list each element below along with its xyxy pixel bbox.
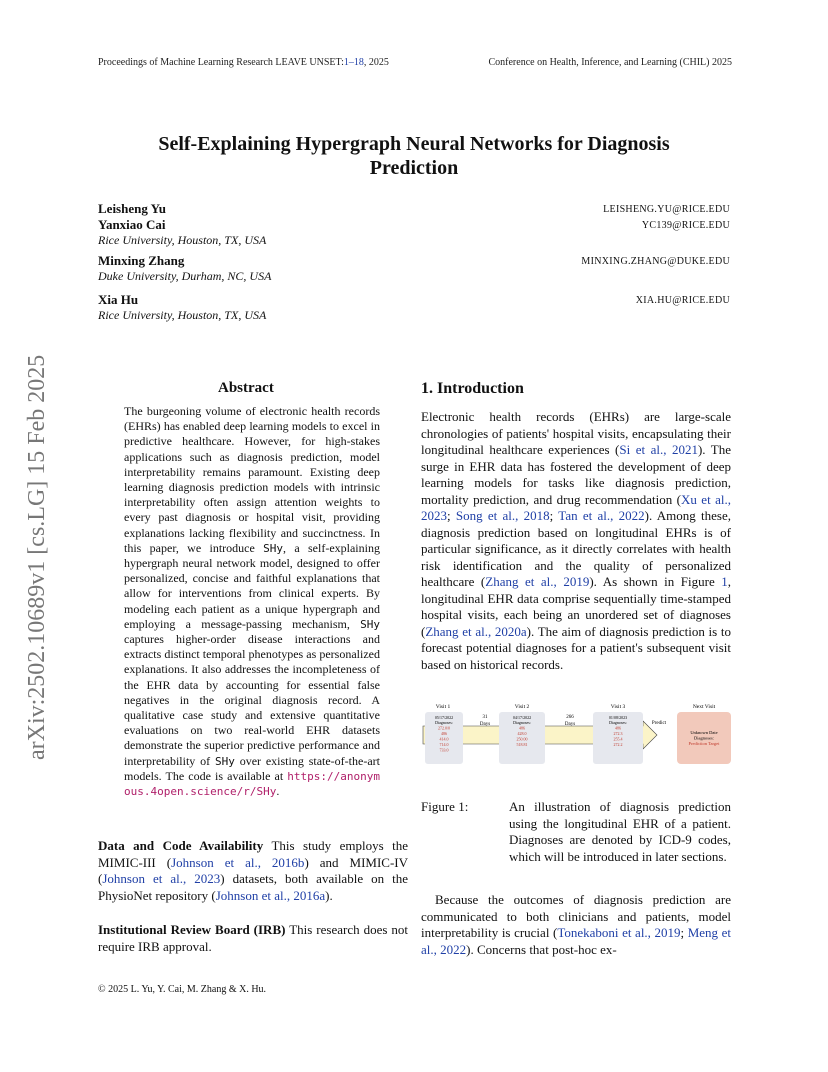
author-affiliation: Duke University, Durham, NC, USA	[98, 269, 272, 283]
author-affiliation: Rice University, Houston, TX, USA	[98, 308, 267, 322]
author-email: YC139@RICE.EDU	[641, 220, 730, 231]
prediction-target: Prediction Target	[688, 741, 720, 746]
gap-unit: Days	[479, 722, 491, 727]
arxiv-identifier: arXiv:2502.10689v1 [cs.LG] 15 Feb 2025	[24, 354, 50, 760]
citation-link[interactable]: Zhang et al., 2020a	[425, 623, 527, 639]
author-name: Yanxiao Cai	[98, 217, 166, 232]
icd-code: 518.81	[516, 742, 528, 747]
diagnoses-heading: Diagnoses:	[694, 735, 714, 741]
author-block-1	[98, 201, 730, 248]
citation-link[interactable]: Tan et al., 2022	[558, 508, 645, 523]
header-left: Proceedings of Machine Learning Research LEAVE UNSET:1–18, 2025	[98, 57, 389, 68]
next-visit-label: Next Visit	[692, 704, 716, 710]
citation-link[interactable]: Tonekaboni et al., 2019	[557, 925, 681, 940]
section-heading-introduction: 1. Introduction	[421, 380, 524, 397]
visit-label: Visit 3	[610, 704, 626, 710]
citation-link[interactable]: Si et al., 2021	[619, 442, 698, 457]
icd-code: 255.4	[613, 736, 623, 742]
diagnoses-heading: Diagnoses:	[435, 720, 453, 725]
caption-label: Figure 1:	[421, 799, 469, 814]
citation-link[interactable]: Meng et al., 2022	[421, 925, 731, 957]
citation-link[interactable]: Song et al., 2018	[455, 508, 550, 523]
icd-code: 272.0/0	[437, 725, 451, 731]
gap-unit: Days	[564, 722, 576, 727]
figure-1-caption	[421, 799, 731, 865]
diagnoses-heading: Diagnoses:	[609, 720, 627, 725]
abstract-body: The burgeoning volume of electronic health records (EHRs) has enabled deep learning models to excel in predictive healthcare. However, for high-stakes applications such as diagnosis prediction, model interpretability remains paramount. Existing deep learning diagnosis prediction models with intrinsic interpretability often assign attention weights to every past diagnosis or hospital visit, providing explanations lacking flexibility and succinctness. In this paper, we introduce SHy, a self-explaining hypergraph neural network model, designed to offer personalized, concise and faithful explanations that allow for interventions from clinical experts. By modeling each patient as a unique hypergraph and employing a message-passing mechanism, SHy captures higher-order disease interactions and extracts distinct temporal phenotypes as personalized explanations. It also addresses the incompleteness of the EHR data by accounting for essential false negatives in the original diagnosis record. A qualitative case study and extensive quantitative evaluations on two real-world EHR datasets demonstrate the superior predictive performance and interpretability of SHy over existing state-of-the-art models. The code is available at https://anonymous.4open.science/r/SHy.	[124, 404, 380, 799]
figure-1-diagram	[421, 700, 731, 770]
visit-date: 04/17/2022	[512, 715, 532, 720]
diagnoses-heading: Diagnoses:	[513, 720, 531, 725]
author-block-2	[98, 253, 730, 284]
icd-code: 272.2	[613, 742, 623, 747]
citation-link[interactable]: Johnson et al., 2016b	[171, 854, 305, 870]
copyright-notice: © 2025 L. Yu, Y. Cai, M. Zhang & X. Hu.	[98, 984, 267, 995]
icd-code: 486	[519, 725, 525, 731]
author-email: LEISHENG.YU@RICE.EDU	[603, 204, 730, 215]
author-name: Xia Hu	[98, 292, 139, 307]
icd-code: 486	[441, 731, 447, 736]
citation-link[interactable]: Johnson et al., 2016a	[215, 887, 326, 903]
visit-date: 05/17/2022	[434, 715, 454, 720]
gap-days: 266	[566, 715, 574, 720]
code-url-link[interactable]: https://anonymous.4open.science/r/SHy	[124, 769, 380, 799]
author-email: MINXING.ZHANG@DUKE.EDU	[581, 256, 730, 267]
author-name: Minxing Zhang	[98, 253, 185, 268]
paper-title: Self-Explaining Hypergraph Neural Networks for Diagnosis Prediction	[158, 133, 670, 179]
caption-text: An illustration of diagnosis prediction using the longitudinal EHR of a patient. Diagnoses are denoted by ICD-9 codes, which will be introduced in later sections.	[509, 799, 731, 864]
citation-link[interactable]: Johnson et al., 2023	[102, 871, 221, 886]
gap-days: 31	[482, 715, 488, 720]
unknown-date: Unknown Date	[690, 730, 718, 735]
header-right: Conference on Health, Inference, and Learning (CHIL) 2025	[488, 57, 732, 68]
icd-code: 714.0	[439, 742, 449, 747]
abstract-heading: Abstract	[218, 380, 274, 396]
data-availability-paragraph: Data and Code Availability This study employs the MIMIC-III (Johnson et al., 2016b) and MIMIC-IV (Johnson et al., 2023) datasets, both available on the PhysioNet repository (Johnson et al., 2016a).	[98, 838, 409, 903]
author-affiliation: Rice University, Houston, TX, USA	[98, 233, 267, 247]
figure-reference-link[interactable]: 1	[721, 574, 728, 589]
icd-code: 250.00	[516, 736, 528, 742]
running-header	[98, 57, 732, 68]
author-email: XIA.HU@RICE.EDU	[635, 295, 730, 306]
interpretability-paragraph: Because the outcomes of diagnosis prediction are communicated to both clinicians and patients, model interpretability is crucial (Tonekaboni et al., 2019; Meng et al., 2022). Concerns that post-hoc ex-	[421, 892, 731, 957]
predict-label: Predict	[651, 721, 667, 726]
visit-label: Visit 1	[435, 704, 451, 710]
icd-code: 428.0	[517, 731, 527, 736]
citation-link[interactable]: Zhang et al., 2019	[485, 574, 590, 589]
author-block-3	[98, 292, 730, 323]
icd-code: 733.0	[439, 747, 449, 753]
icd-code: 486	[615, 725, 621, 731]
author-name: Leisheng Yu	[98, 201, 167, 216]
irb-paragraph: Institutional Review Board (IRB) This research does not require IRB approval.	[98, 922, 408, 954]
visit-label: Visit 2	[514, 704, 530, 710]
citation-link[interactable]: Xu et al., 2023	[421, 491, 731, 523]
icd-code: 272.3	[613, 731, 623, 736]
icd-code: 414.0	[439, 736, 449, 742]
introduction-paragraph: Electronic health records (EHRs) are large-scale chronologies of patients' hospital visits, encapsulating their longitudinal healthcare experiences (Si et al., 2021). The surge in EHR data has fostered the development of deep learning models for tasks like diagnosis prediction, mortality prediction, and drug recommendation (Xu et al., 2023; Song et al., 2018; Tan et al., 2022). Among these, diagnosis prediction based on longitudinal EHRs is of particular significance, as it directly correlates with health risk identification and the quality of personalized healthcare (Zhang et al., 2019). As shown in Figure 1, longitudinal EHR data comprise sequentially time-stamped hospital visits, each being an unordered set of diagnoses (Zhang et al., 2020a). The aim of diagnosis prediction is to forecast potential diagnoses for a patient's subsequent visit based on historical records.	[421, 409, 732, 672]
visit-date: 01/08/2023	[608, 715, 628, 720]
page-range-link[interactable]: 1–18	[343, 57, 364, 68]
